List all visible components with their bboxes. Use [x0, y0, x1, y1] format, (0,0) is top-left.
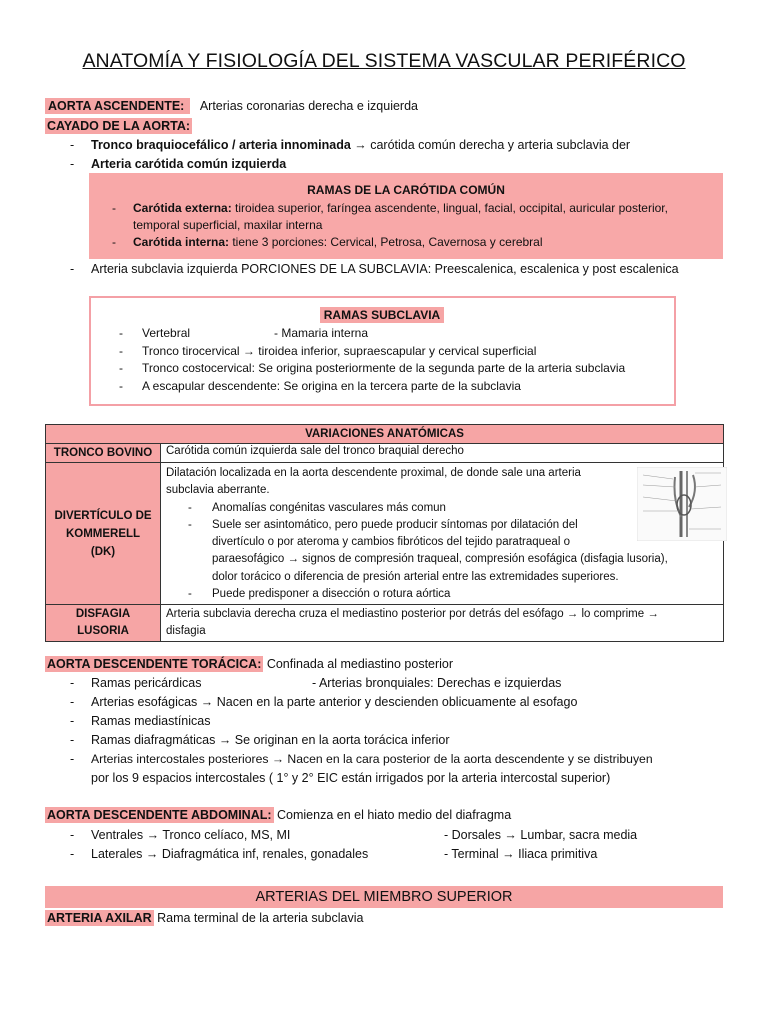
table-row: [46, 605, 724, 642]
bullet-dash: -: [70, 847, 75, 861]
bullet-dash: -: [70, 262, 75, 276]
escapular-label: A escapular descendente:: [142, 379, 281, 393]
disfagia-text-2: disfagia: [166, 625, 206, 638]
dk-bullet-3: [166, 586, 718, 603]
dk-bullet-2-text: Suele ser asintomático, pero puede producir síntomas por dilatación del: [212, 518, 578, 531]
dk-label-1: DIVERTÍCULO DE: [54, 509, 152, 522]
bullet-dash: -: [112, 235, 116, 249]
escapular-text: Se origina en la tercera parte de la subclavia: [280, 379, 521, 393]
dk-label-3: (DK): [90, 545, 116, 558]
subclavia-heading: RAMAS SUBCLAVIA: [320, 307, 444, 323]
carotida-interna: [133, 235, 543, 249]
tirocervical-text: tiroidea inferior, supraescapular y cervical superficial: [254, 344, 537, 358]
bullet-dash: -: [70, 157, 75, 171]
carotida-externa-text: tiroidea superior, faríngea ascendente, lingual, facial, occipital, auricular posterior,: [231, 201, 668, 215]
mamaria-item: - Mamaria interna: [274, 326, 369, 340]
bovino-text: Carótida común izquierda sale del tronco braquial derecho: [161, 444, 724, 463]
variaciones-heading: VARIACIONES ANATÓMICAS: [46, 425, 724, 444]
abdominal-item-2b: - Terminal → Iliaca primitiva: [444, 847, 598, 861]
subclavia-heading-wrap: [91, 308, 673, 322]
kommerell-diagram: [637, 467, 727, 541]
cayado-line: [45, 119, 192, 133]
tirocervical-label: Tronco tirocervical →: [142, 344, 255, 358]
disfagia-text-1: Arteria subclavia derecha cruza el mediastino posterior por detrás del esófago → lo comprime →: [166, 608, 659, 621]
page-title: ANATOMÍA Y FISIOLOGÍA DEL SISTEMA VASCULAR PERIFÉRICO: [82, 50, 686, 72]
disfagia-content: [161, 605, 724, 642]
carotida-externa-cont: temporal superficial, maxilar interna: [133, 218, 323, 232]
subclavia-box: [89, 296, 676, 406]
bullet-dash: -: [70, 733, 75, 747]
bullet-dash: -: [70, 752, 75, 766]
aorta-ascendente-text: Arterias coronarias derecha e izquierda: [199, 99, 418, 113]
disfagia-label-2: LUSORIA: [77, 625, 129, 638]
vertebral-item: Vertebral: [142, 326, 191, 340]
cayado-item-2: [91, 157, 286, 171]
bullet-dash: -: [119, 344, 123, 358]
abdominal-item-1: Ventrales → Tronco celíaco, MS, MI: [91, 828, 291, 842]
tirocervical-item: [142, 344, 536, 358]
bullet-dash: -: [70, 695, 75, 709]
dk-bullet-2-cont: divertículo o por ateroma y cambios fibróticos del tejido paratraqueal o: [212, 536, 570, 549]
dk-bullet-3-text: Puede predisponer a disección o rotura aórtica: [212, 588, 451, 601]
disfagia-label-1: DISFAGIA: [75, 608, 131, 621]
dk-bullet-1: [166, 500, 718, 517]
variaciones-table: [45, 424, 724, 642]
toracica-label: AORTA DESCENDENTE TORÁCICA:: [47, 657, 262, 671]
toracica-item-1b: - Arterias bronquiales: Derechas e izquierdas: [312, 676, 562, 690]
toracica-line: [45, 657, 453, 671]
carotida-interna-label: Carótida interna:: [133, 235, 230, 249]
carotida-externa-label: Carótida externa:: [133, 201, 232, 215]
escapular-item: [142, 379, 521, 393]
bullet-dash: -: [188, 518, 192, 531]
bullet-dash: -: [70, 676, 75, 690]
table-row: [46, 425, 724, 444]
costocervical-item: [142, 361, 625, 375]
table-row: [46, 463, 724, 605]
aorta-ascendente-label: AORTA ASCENDENTE:: [45, 98, 190, 114]
carotida-box: [89, 173, 723, 259]
abdominal-item-2: Laterales → Diafragmática inf, renales, gonadales: [91, 847, 369, 861]
carotida-heading: RAMAS DE LA CARÓTIDA COMÚN: [307, 183, 505, 197]
dk-label: [46, 463, 161, 605]
subclavia-line: [91, 262, 679, 276]
bullet-dash: -: [119, 379, 123, 393]
bullet-dash: -: [188, 588, 192, 601]
cayado-label: CAYADO DE LA AORTA:: [47, 119, 191, 133]
toracica-text: Confinada al mediastino posterior: [263, 657, 454, 671]
abdominal-label: AORTA DESCENDENTE ABDOMINAL:: [47, 808, 272, 822]
miembro-superior-heading: ARTERIAS DEL MIEMBRO SUPERIOR: [45, 886, 723, 908]
bullet-dash: -: [112, 201, 116, 215]
bullet-dash: -: [70, 138, 75, 152]
carotida-externa: [133, 201, 668, 215]
disfagia-label: [46, 605, 161, 642]
toracica-item-2: Arterias esofágicas → Nacen en la parte anterior y descienden oblicuamente al esofago: [91, 695, 578, 709]
dk-bullet-1-text: Anomalías congénitas vasculares más comun: [212, 501, 446, 514]
subclavia-line-text: Preescalenica, escalenica y post escalenica: [431, 262, 679, 276]
aorta-ascendente-line: [45, 99, 418, 113]
cayado-item-2-bold: Arteria carótida común izquierda: [91, 157, 287, 171]
dk-content: [161, 463, 724, 605]
bullet-dash: -: [119, 361, 123, 375]
toracica-item-5: Arterias intercostales posteriores → Nacen en la cara posterior de la aorta descendente y se distribuyen: [91, 752, 653, 766]
axilar-label: ARTERIA AXILAR: [47, 911, 152, 925]
toracica-item-5-cont: por los 9 espacios intercostales ( 1° y 2° EIC están irrigados por la arteria intercostal superior): [91, 771, 611, 785]
cayado-item-1: [91, 138, 630, 152]
dk-bullet-2-cont: paraesofágico → signos de compresión traqueal, compresión esofágica (disfagia lusoria),: [212, 553, 668, 566]
bullet-dash: -: [70, 714, 75, 728]
cayado-item-1-text: → carótida común derecha y arteria subclavia der: [350, 138, 631, 152]
axilar-line: [45, 911, 363, 925]
abdominal-text: Comienza en el hiato medio del diafragma: [273, 808, 512, 822]
dk-bullet-2-cont: dolor torácico o diferencia de presión arterial entre las extremidades superiores.: [212, 570, 619, 583]
toracica-item-1: Ramas pericárdicas: [91, 676, 202, 690]
toracica-item-3: Ramas mediastínicas: [91, 714, 211, 728]
subclavia-line-bold: Arteria subclavia izquierda PORCIONES DE LA SUBCLAVIA:: [91, 262, 432, 276]
bullet-dash: -: [70, 828, 75, 842]
dk-intro-2: subclavia aberrante.: [166, 484, 270, 497]
axilar-text: Rama terminal de la arteria subclavia: [153, 911, 364, 925]
dk-label-2: KOMMERELL: [65, 527, 141, 540]
costocervical-label: Tronco costocervical:: [142, 361, 255, 375]
costocervical-text: Se origina posteriormente de la segunda parte de la arteria subclavia: [254, 361, 626, 375]
bovino-label: TRONCO BOVINO: [46, 444, 161, 463]
bullet-dash: -: [188, 501, 192, 514]
table-row: [46, 444, 724, 463]
dk-bullet-2: [166, 517, 718, 534]
abdominal-line: [45, 808, 511, 822]
toracica-item-4: Ramas diafragmáticas → Se originan en la aorta torácica inferior: [91, 733, 450, 747]
abdominal-item-1b: - Dorsales → Lumbar, sacra media: [444, 828, 638, 842]
bullet-dash: -: [119, 326, 123, 340]
dk-intro-1: Dilatación localizada en la aorta descendente proximal, de donde sale una arteria: [166, 467, 581, 479]
cayado-item-1-bold: Tronco braquiocefálico / arteria innominada: [91, 138, 351, 152]
carotida-interna-text: tiene 3 porciones: Cervical, Petrosa, Cavernosa y cerebral: [229, 235, 543, 249]
